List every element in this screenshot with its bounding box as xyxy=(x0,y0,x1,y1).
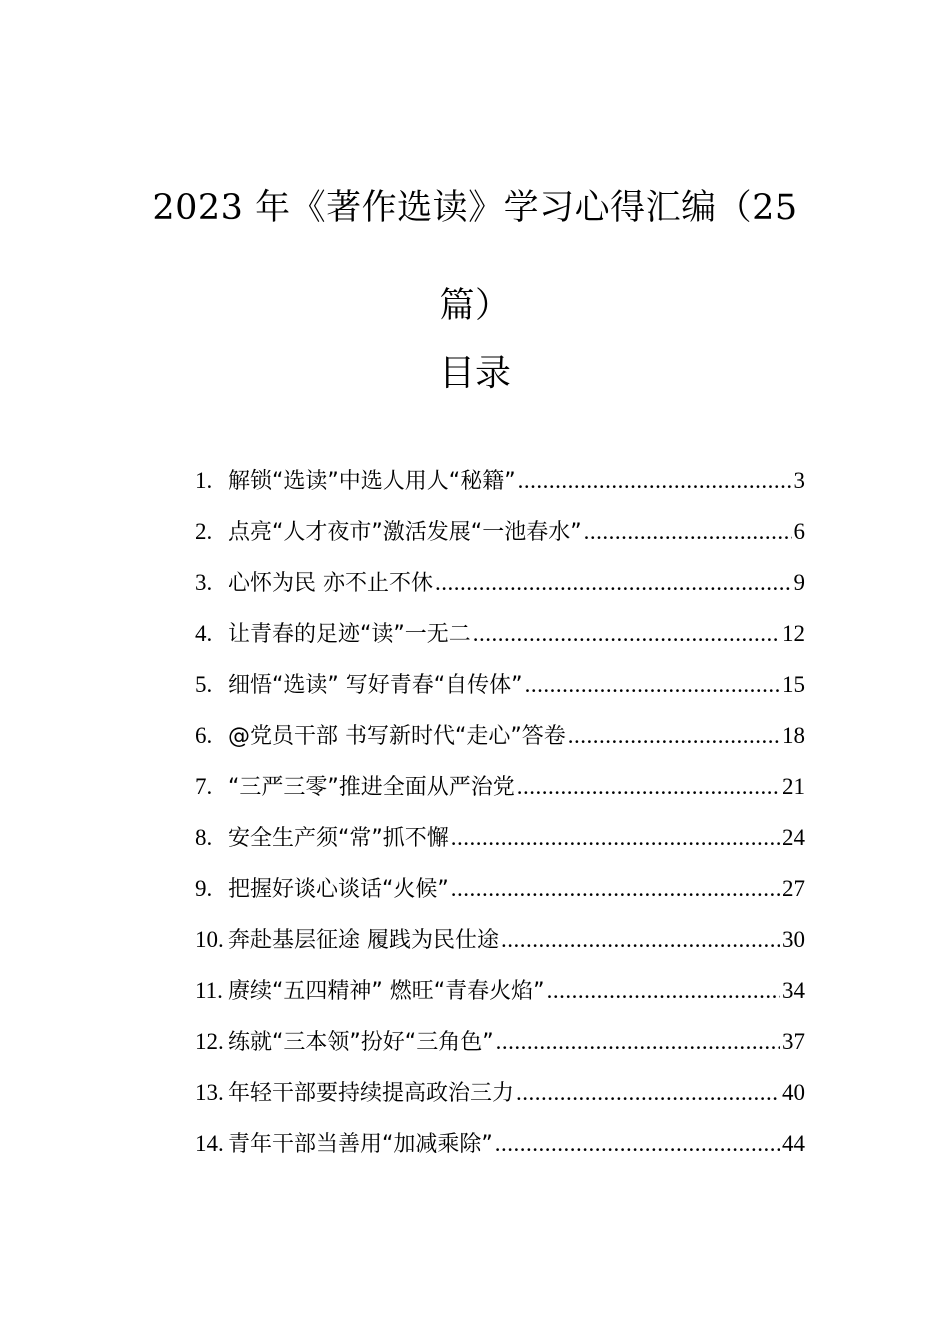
toc-entry-number: 12. xyxy=(195,1029,224,1054)
toc-entry-page: 30 xyxy=(782,927,805,952)
toc-entry[interactable] xyxy=(195,563,805,614)
toc-entry-number: 3. xyxy=(195,570,213,595)
toc-entry[interactable] xyxy=(195,512,805,563)
toc-entry-page: 9 xyxy=(793,570,805,595)
toc-dot-leader xyxy=(516,1073,780,1113)
toc-entry-number: 8. xyxy=(195,825,213,850)
toc-dot-leader xyxy=(501,920,780,960)
toc-entry-title: 点亮“人才夜市”激活发展“一池春水” xyxy=(228,520,582,545)
toc-entry[interactable] xyxy=(195,971,805,1022)
toc-entry[interactable] xyxy=(195,1124,805,1175)
toc-entry-page: 21 xyxy=(782,774,805,799)
toc-entry-page: 3 xyxy=(793,468,805,493)
toc-entry-title: 让青春的足迹“读”一无二 xyxy=(228,622,471,647)
toc-dot-leader xyxy=(568,716,780,756)
toc-dot-leader xyxy=(584,512,792,552)
document-title-line-1: 2023 年《著作选读》学习心得汇编（25 xyxy=(152,188,798,228)
toc-entry-title: 赓续“五四精神” 燃旺“青春火焰” xyxy=(228,979,545,1004)
toc-entry-page: 24 xyxy=(782,825,805,850)
toc-entry-number: 10. xyxy=(195,927,224,952)
toc-entry-number: 14. xyxy=(195,1131,224,1156)
toc-entry-title: “三严三零”推进全面从严治党 xyxy=(228,775,515,800)
toc-entry-number: 2. xyxy=(195,519,213,544)
toc-entry-number: 5. xyxy=(195,672,213,697)
toc-entry-title: 青年干部当善用“加减乘除” xyxy=(228,1132,493,1157)
toc-entry[interactable] xyxy=(195,920,805,971)
toc-entry-page: 27 xyxy=(782,876,805,901)
toc-entry[interactable] xyxy=(195,614,805,665)
toc-entry-number: 9. xyxy=(195,876,213,901)
toc-entry-title: 年轻干部要持续提高政治三力 xyxy=(228,1081,515,1106)
toc-entry[interactable] xyxy=(195,716,805,767)
toc-entry-number: 6. xyxy=(195,723,213,748)
toc-entry-page: 12 xyxy=(782,621,805,646)
toc-entry-number: 7. xyxy=(195,774,213,799)
toc-entry-title: 练就“三本领”扮好“三角色” xyxy=(228,1030,494,1055)
toc-entry[interactable] xyxy=(195,1022,805,1073)
toc-entry-number: 13. xyxy=(195,1080,224,1105)
toc-dot-leader xyxy=(451,869,780,909)
toc-entry-title: 解锁“选读”中选人用人“秘籍” xyxy=(228,469,516,494)
toc-dot-leader xyxy=(518,461,792,501)
toc-entry[interactable] xyxy=(195,665,805,716)
toc-entry[interactable] xyxy=(195,869,805,920)
toc-dot-leader xyxy=(517,767,780,807)
toc-entry[interactable] xyxy=(195,818,805,869)
toc-dot-leader xyxy=(473,614,780,654)
toc-entry[interactable] xyxy=(195,767,805,818)
toc-dot-leader xyxy=(525,665,780,705)
toc-dot-leader xyxy=(451,818,780,858)
toc-entry-number: 1. xyxy=(195,468,213,493)
toc-entry-title: 细悟“选读” 写好青春“自传体” xyxy=(228,673,523,698)
toc-entry-title: 安全生产须“常”抓不懈 xyxy=(228,826,449,851)
toc-entry-page: 34 xyxy=(782,978,805,1003)
toc-entry-page: 44 xyxy=(782,1131,805,1156)
toc-heading: 目录 xyxy=(438,353,511,394)
toc-entry-number: 4. xyxy=(195,621,213,646)
toc-entry-page: 15 xyxy=(782,672,805,697)
toc-dot-leader xyxy=(495,1124,780,1164)
toc-dot-leader xyxy=(547,971,780,1011)
toc-entry-page: 40 xyxy=(782,1080,805,1105)
toc-entry[interactable] xyxy=(195,461,805,512)
toc-entry-number: 11. xyxy=(195,978,223,1003)
toc-entry-title: 心怀为民 亦不止不休 xyxy=(228,571,433,596)
toc-entry-title: 奔赴基层征途 履践为民仕途 xyxy=(228,928,499,953)
toc-dot-leader xyxy=(435,563,792,603)
toc-entry[interactable] xyxy=(195,1073,805,1124)
toc-entry-page: 37 xyxy=(782,1029,805,1054)
toc-entry-title: @党员干部 书写新时代“走心”答卷 xyxy=(228,724,566,749)
table-of-contents xyxy=(195,461,805,1175)
toc-entry-page: 18 xyxy=(782,723,805,748)
document-title-line-2: 篇） xyxy=(439,286,511,326)
toc-dot-leader xyxy=(496,1022,780,1062)
toc-entry-title: 把握好谈心谈话“火候” xyxy=(228,877,449,902)
toc-entry-page: 6 xyxy=(793,519,805,544)
